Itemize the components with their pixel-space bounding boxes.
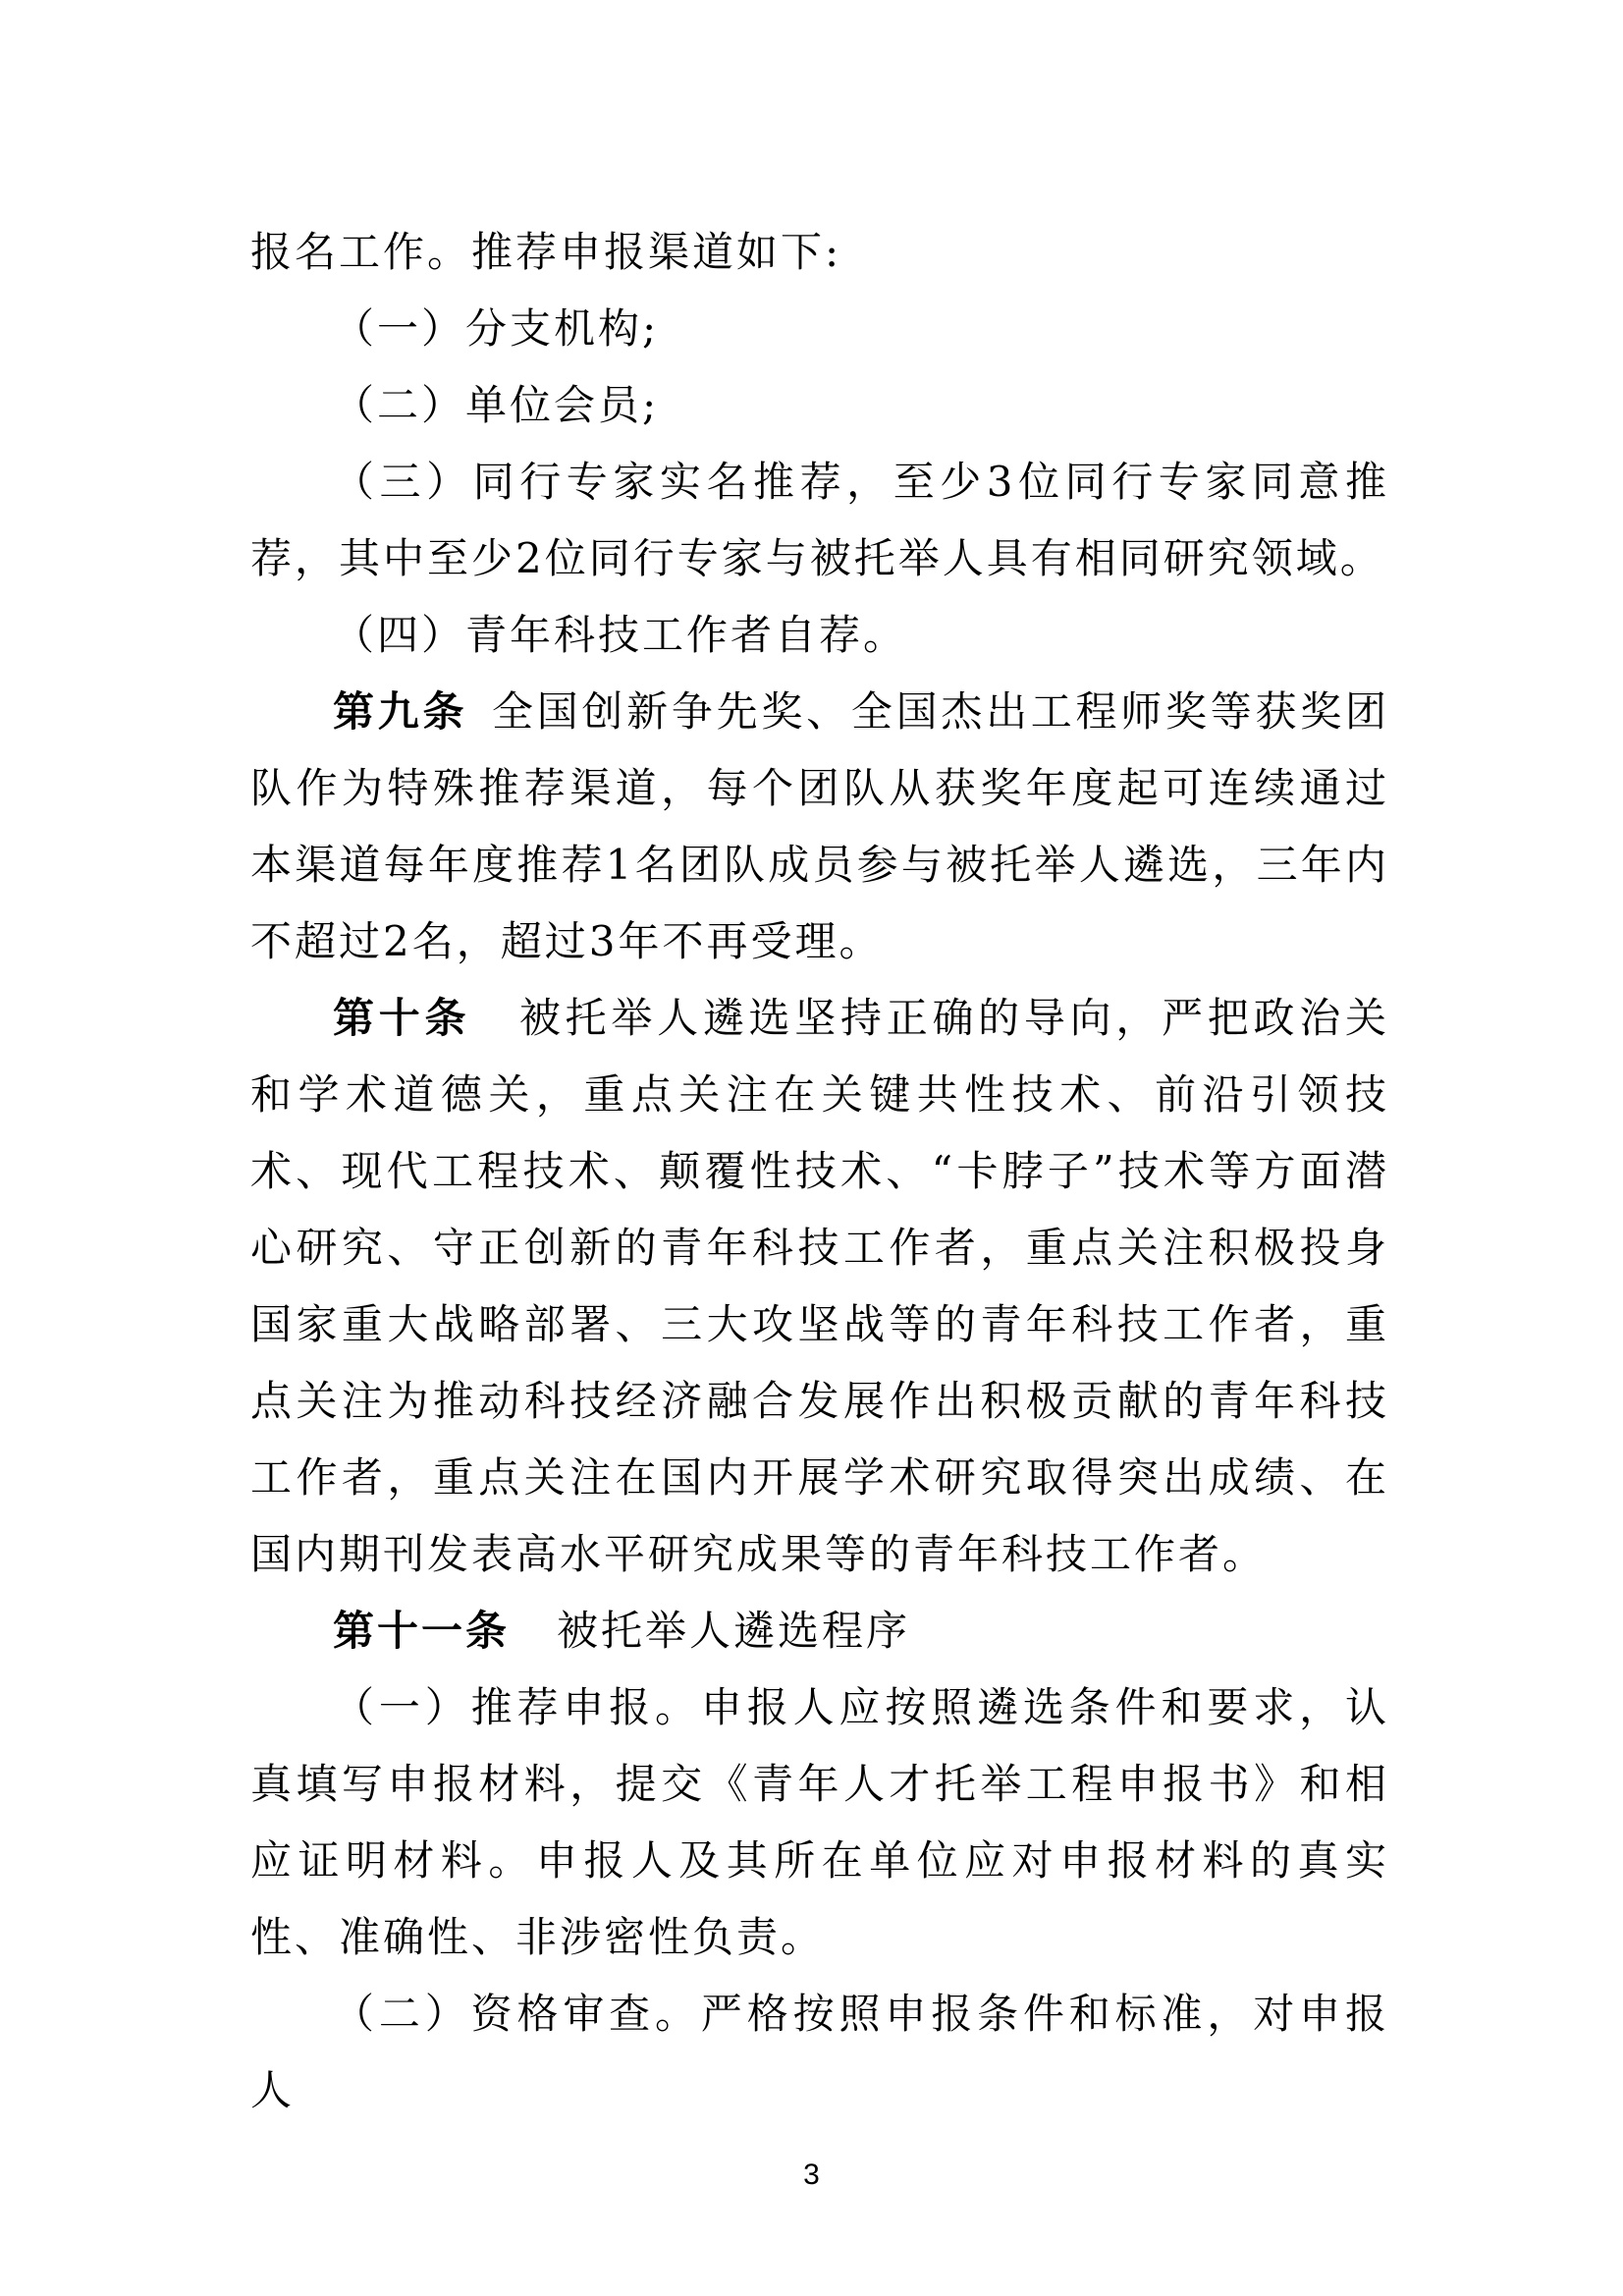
paragraph-text: （三）同行专家实名推荐，至少3位同行专家同意推荐，其中至少2位同行专家与被托举人具有相同研究领域。 xyxy=(250,458,1389,582)
paragraph-text: 报名工作。推荐申报渠道如下: xyxy=(250,228,842,276)
paragraph-continuation xyxy=(250,214,1389,291)
document-body xyxy=(250,214,1389,2129)
article-9 xyxy=(250,674,1389,980)
paragraph-channel-3 xyxy=(250,444,1389,597)
paragraph-channel-1 xyxy=(250,291,1389,367)
article-heading: 第九条 xyxy=(333,687,468,736)
paragraph-text: （一）推荐申报。申报人应按照遴选条件和要求，认真填写申报材料，提交《青年人才托举工程申报书》和相应证明材料。申报人及其所在单位应对申报材料的真实性、准确性、非涉密性负责。 xyxy=(250,1683,1389,1961)
paragraph-text: （一）分支机构; xyxy=(333,304,660,353)
article-10 xyxy=(250,980,1389,1593)
article-heading: 第十一条 xyxy=(333,1607,511,1655)
paragraph-channel-4 xyxy=(250,597,1389,674)
paragraph-channel-2 xyxy=(250,367,1389,444)
article-heading: 第十条 xyxy=(333,994,471,1042)
paragraph-procedure-1 xyxy=(250,1669,1389,1976)
page-number: 3 xyxy=(803,2159,820,2191)
paragraph-text: （二）单位会员; xyxy=(333,381,660,429)
paragraph-procedure-2 xyxy=(250,1976,1389,2129)
paragraph-text: 全国创新争先奖、全国杰出工程师奖等获奖团队作为特殊推荐渠道，每个团队从获奖年度起可连续通过本渠道每年度推荐1名团队成员参与被托举人遴选，三年内不超过2名，超过3年不再受理。 xyxy=(250,687,1389,965)
paragraph-text: 被托举人遴选坚持正确的导向，严把政治关和学术道德关，重点关注在关键共性技术、前沿引领技术、现代工程技术、颠覆性技术、“卡脖子”技术等方面潜心研究、守正创新的青年科技工作者，重点关注积极投身国家重大战略部署、三大攻坚战等的青年科技工作者，重点关注为推动科技经济融合发展作出积极贡献的青年科技工作者，重点关注在国内开展学术研究取得突出成绩、在国内期刊发表高水平研究成果等的青年科技工作者。 xyxy=(250,994,1389,1578)
article-11 xyxy=(250,1593,1389,1669)
paragraph-text: 被托举人遴选程序 xyxy=(557,1607,911,1655)
paragraph-text: （四）青年科技工作者自荐。 xyxy=(333,611,908,659)
paragraph-text: （二）资格审查。严格按照申报条件和标准，对申报人 xyxy=(250,1990,1389,2114)
